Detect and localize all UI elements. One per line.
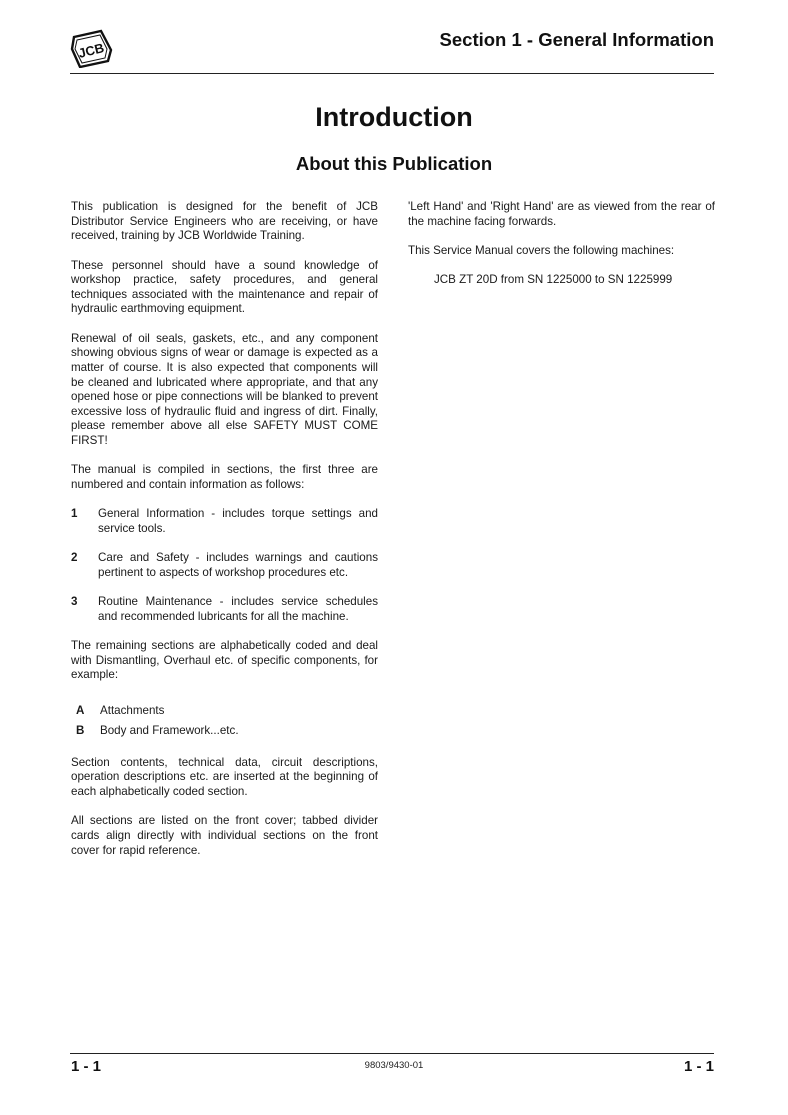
paragraph: These personnel should have a sound knowledge of workshop practice, safety procedures, and general techniques associated with the maintenance and repair of hydraulic earthmoving equipment. (71, 258, 378, 316)
paragraph: The manual is compiled in sections, the first three are numbered and contain information as follows: (71, 463, 378, 491)
item-code: A (76, 704, 85, 718)
svg-text:JCB: JCB (76, 40, 106, 61)
item-text: Care and Safety - includes warnings and cautions pertinent to aspects of workshop procedures etc. (98, 551, 378, 579)
item-code: B (76, 724, 85, 738)
section-title: Section 1 - General Information (439, 29, 714, 50)
numbered-section-item (71, 551, 378, 580)
numbered-section-item (71, 507, 378, 536)
item-text: General Information - includes torque settings and service tools. (98, 507, 378, 535)
footer-rule (70, 1053, 714, 1054)
item-number: 3 (71, 595, 78, 609)
right-column (408, 200, 715, 303)
paragraph: All sections are listed on the front cover; tabbed divider cards align directly with individual sections on the front cover for rapid reference. (71, 814, 378, 857)
paragraph: This Service Manual covers the following machines: (408, 243, 675, 257)
item-text: Routine Maintenance - includes service schedules and recommended lubricants for all the machine. (98, 595, 378, 623)
left-column (71, 200, 378, 873)
paragraph: 'Left Hand' and 'Right Hand' are as viewed from the rear of the machine facing forwards. (408, 200, 715, 228)
paragraph: Renewal of oil seals, gaskets, etc., and any component showing obvious signs of wear or damage is expected as a matter of course. It is also expected that components will be cleaned and lubricated where appropriate, and that any opened hose or pipe connections will be blanked to prevent excessive loss of hydraulic fluid and ingress of dirt. Finally, please remember above all else SAFETY MUST COME FIRST! (71, 331, 378, 447)
page-number-left: 1 - 1 (71, 1058, 102, 1075)
paragraph: Section contents, technical data, circuit descriptions, operation descriptions etc. are inserted at the beginning of each alphabetically coded section. (71, 755, 378, 798)
page-subtitle: About this Publication (295, 153, 493, 174)
item-text: Body and Framework...etc. (100, 724, 239, 738)
document-number: 9803/9430-01 (364, 1060, 424, 1071)
header-rule (70, 73, 714, 74)
alpha-section-list (71, 704, 378, 739)
paragraph: This publication is designed for the benefit of JCB Distributor Service Engineers who are receiving, or have received, training by JCB Worldwide Training. (71, 200, 378, 243)
jcb-logo (70, 28, 114, 68)
paragraph: The remaining sections are alphabetically coded and deal with Dismantling, Overhaul etc. of specific components, for example: (71, 639, 378, 682)
page-number-right: 1 - 1 (683, 1058, 714, 1075)
machine-serial-range: JCB ZT 20D from SN 1225000 to SN 1225999 (434, 273, 673, 287)
page-title: Introduction (315, 102, 473, 132)
alpha-section-item (71, 724, 378, 739)
item-text: Attachments (100, 704, 165, 718)
item-number: 1 (71, 507, 78, 521)
numbered-section-item (71, 595, 378, 624)
item-number: 2 (71, 551, 78, 565)
alpha-section-item (71, 704, 378, 719)
